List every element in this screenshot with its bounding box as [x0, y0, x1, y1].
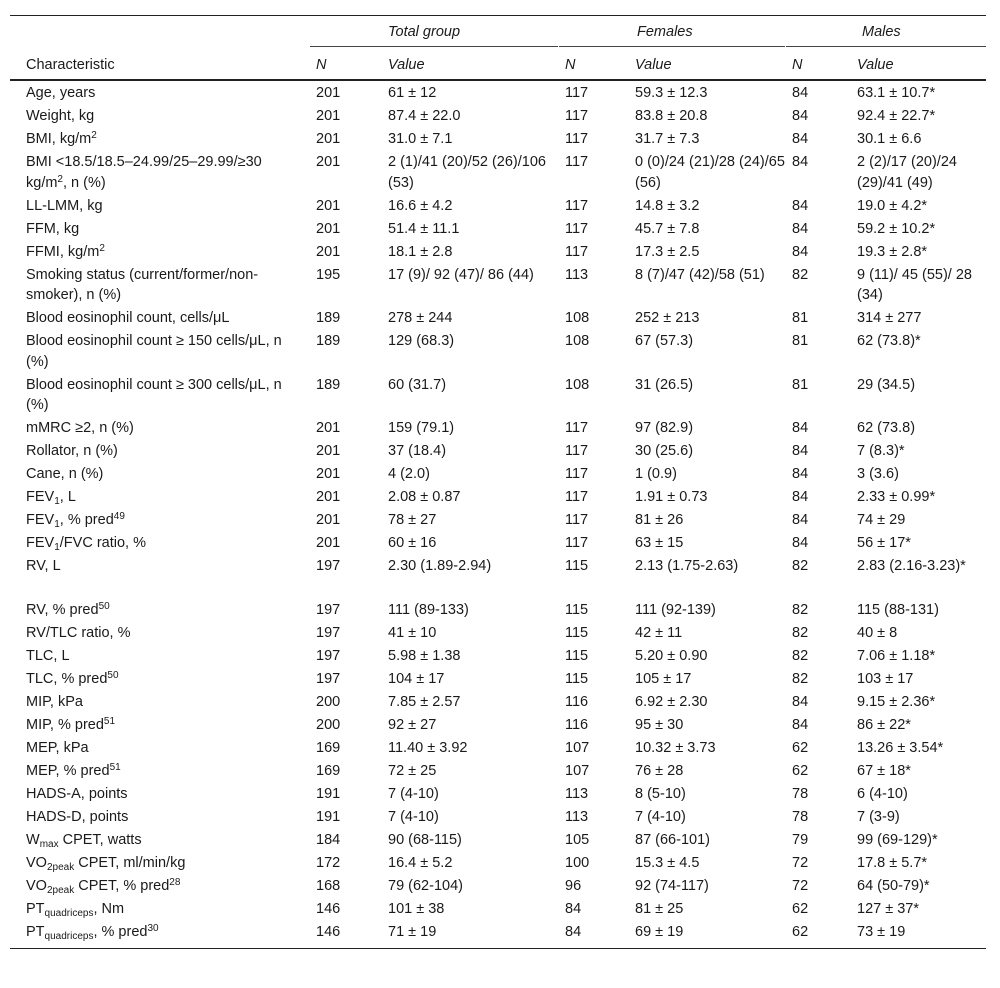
- row-label: HADS-D, points: [26, 808, 129, 825]
- cell-n-males: 62: [792, 900, 809, 917]
- cell-n-total: 189: [316, 376, 341, 393]
- cell-n-females: 108: [565, 310, 590, 326]
- cell-n-males: 82: [792, 670, 809, 687]
- cell-n-total: 197: [316, 558, 341, 574]
- cell-value-females: 97 (82.9): [635, 420, 694, 436]
- cell-value-males: 6 (4-10): [857, 785, 908, 802]
- cell-n-females: 116: [565, 716, 589, 733]
- row-label: HADS-A, points: [26, 785, 128, 802]
- cell-value-males: 62 (73.8): [857, 420, 916, 436]
- cell-value-females: 92 (74-117): [635, 877, 709, 894]
- cell-value-males: 7.06 ± 1.18*: [857, 647, 936, 664]
- row-label: RV, L: [26, 558, 61, 574]
- cell-n-total: 201: [316, 443, 341, 459]
- row-label: Blood eosinophil count ≥ 300 cells/μL, n (%): [26, 376, 282, 413]
- table-top-rule: [10, 15, 986, 16]
- cell-n-females: 117: [565, 466, 589, 482]
- cell-n-males: 72: [792, 877, 809, 894]
- row-label: Weight, kg: [26, 108, 95, 124]
- cell-n-females: 117: [565, 154, 589, 170]
- cell-value-males: 13.26 ± 3.54*: [857, 739, 944, 756]
- cell-value-total: 159 (79.1): [388, 420, 455, 436]
- cell-value-females: 8 (7)/47 (42)/58 (51): [635, 266, 765, 283]
- cell-n-males: 84: [792, 420, 809, 436]
- cell-n-females: 117: [565, 443, 589, 459]
- cell-value-females: 1.91 ± 0.73: [635, 489, 708, 505]
- row-label: $VO_{2peak}$ CPET, ml/min/kg: [26, 854, 186, 873]
- cell-n-total: 169: [316, 739, 341, 756]
- cell-n-total: 201: [316, 420, 341, 436]
- cell-value-total: 18.1 ± 2.8: [388, 243, 453, 260]
- header-value-females: Value: [635, 57, 672, 73]
- cell-value-males: 63.1 ± 10.7*: [857, 85, 936, 101]
- cell-value-females: 6.92 ± 2.30: [635, 693, 708, 710]
- cell-value-males: 62 (73.8)*: [857, 333, 921, 349]
- cell-value-males: 40 ± 8: [857, 624, 898, 641]
- cell-n-total: 146: [316, 900, 341, 917]
- cell-value-total: 4 (2.0): [388, 466, 430, 482]
- row-label: MEP, % pred$^{51}$: [26, 761, 121, 779]
- cell-n-males: 62: [792, 762, 809, 779]
- cell-n-females: 113: [565, 785, 589, 802]
- cell-value-total: 72 ± 25: [388, 762, 437, 779]
- cell-n-females: 117: [565, 243, 589, 260]
- cell-n-total: 197: [316, 601, 341, 618]
- cell-value-total: 61 ± 12: [388, 85, 437, 101]
- cell-value-total: 71 ± 19: [388, 923, 437, 940]
- cell-value-males: 19.0 ± 4.2*: [857, 197, 928, 214]
- cell-value-males: 17.8 ± 5.7*: [857, 854, 928, 871]
- cell-n-females: 113: [565, 808, 589, 825]
- cell-n-males: 82: [792, 647, 809, 664]
- cell-value-females: 83.8 ± 20.8: [635, 108, 708, 124]
- row-label: $FEV_1$, % pred$^{49}$: [26, 511, 125, 530]
- cell-n-females: 117: [565, 512, 589, 528]
- row-label: $VO_{2peak}$ CPET, % pred$^{28}$: [26, 876, 181, 896]
- cell-value-total: 16.4 ± 5.2: [388, 854, 453, 871]
- cell-n-males: 84: [792, 131, 809, 147]
- cell-n-males: 78: [792, 808, 809, 825]
- cell-n-total: 168: [316, 877, 341, 894]
- cell-n-females: 117: [565, 220, 589, 237]
- cell-value-males: 67 ± 18*: [857, 762, 911, 779]
- cell-value-males: 2 (2)/17 (20)/24 (29)/41 (49): [857, 154, 957, 191]
- cell-value-females: 45.7 ± 7.8: [635, 220, 700, 237]
- row-label: MIP, % pred$^{51}$: [26, 715, 116, 733]
- cell-value-total: 87.4 ± 22.0: [388, 108, 461, 124]
- cell-value-males: 7 (8.3)*: [857, 443, 905, 459]
- cell-value-females: 1 (0.9): [635, 466, 677, 482]
- cell-value-total: 92 ± 27: [388, 716, 437, 733]
- row-label: MIP, kPa: [26, 693, 83, 710]
- cell-n-total: 201: [316, 197, 341, 214]
- group-underline-males: [786, 46, 986, 47]
- cell-n-females: 116: [565, 693, 589, 710]
- cell-value-females: 252 ± 213: [635, 310, 700, 326]
- cell-n-males: 82: [792, 266, 809, 283]
- row-label: Cane, n (%): [26, 466, 104, 482]
- cell-value-females: 14.8 ± 3.2: [635, 197, 700, 214]
- cell-value-males: 7 (3-9): [857, 808, 900, 825]
- row-label: Blood eosinophil count ≥ 150 cells/μL, n (%): [26, 333, 282, 370]
- header-characteristic: Characteristic: [26, 57, 115, 73]
- cell-n-females: 107: [565, 762, 590, 779]
- cell-value-total: 41 ± 10: [388, 624, 437, 641]
- row-label: Rollator, n (%): [26, 443, 118, 459]
- cell-n-total: 201: [316, 466, 341, 482]
- cell-n-males: 72: [792, 854, 809, 871]
- cell-n-males: 81: [792, 333, 809, 349]
- cell-n-females: 115: [565, 558, 589, 574]
- cell-value-total: 101 ± 38: [388, 900, 445, 917]
- cell-value-total: 51.4 ± 11.1: [388, 220, 460, 237]
- cell-value-total: 90 (68-115): [388, 831, 462, 848]
- cell-value-males: 19.3 ± 2.8*: [857, 243, 928, 260]
- row-label: $PT_{quadriceps}$, % pred$^{30}$: [26, 922, 159, 942]
- cell-value-males: 86 ± 22*: [857, 716, 911, 733]
- cell-value-females: 76 ± 28: [635, 762, 684, 779]
- cell-n-total: 172: [316, 854, 341, 871]
- cell-n-males: 78: [792, 785, 809, 802]
- cell-value-females: 17.3 ± 2.5: [635, 243, 700, 260]
- header-group-total: Total group: [388, 24, 461, 40]
- cell-n-total: 169: [316, 762, 341, 779]
- cell-n-females: 117: [565, 535, 589, 551]
- cell-value-females: 81 ± 26: [635, 512, 684, 528]
- row-label: $FEV_1$/FVC ratio, %: [26, 535, 146, 553]
- row-label: mMRC ≥2, n (%): [26, 420, 134, 436]
- cell-value-total: 78 ± 27: [388, 512, 437, 528]
- group-underline-females: [559, 46, 785, 47]
- cell-value-total: 17 (9)/ 92 (47)/ 86 (44): [388, 266, 534, 283]
- cell-value-males: 9.15 ± 2.36*: [857, 693, 936, 710]
- cell-n-total: 200: [316, 716, 341, 733]
- cell-value-males: 2.33 ± 0.99*: [857, 489, 936, 505]
- row-label: LL-LMM, kg: [26, 197, 103, 214]
- cell-value-males: 9 (11)/ 45 (55)/ 28 (34): [857, 266, 972, 303]
- cell-value-males: 30.1 ± 6.6: [857, 131, 922, 147]
- cell-value-females: 59.3 ± 12.3: [635, 85, 708, 101]
- cell-n-total: 201: [316, 85, 341, 101]
- row-label: BMI <18.5/18.5–24.99/25–29.99/≥30 $kg/m^2$, n (%): [26, 154, 262, 191]
- cell-value-females: 15.3 ± 4.5: [635, 854, 700, 871]
- cell-n-females: 115: [565, 647, 589, 664]
- cell-value-total: 2 (1)/41 (20)/52 (26)/106 (53): [388, 154, 546, 191]
- header-bottom-rule: [10, 79, 986, 81]
- cell-value-males: 74 ± 29: [857, 512, 906, 528]
- cell-value-total: 16.6 ± 4.2: [388, 197, 453, 214]
- cell-n-females: 105: [565, 831, 590, 848]
- cell-n-total: 189: [316, 310, 341, 326]
- cell-n-males: 82: [792, 601, 809, 618]
- cell-n-total: 200: [316, 693, 341, 710]
- cell-n-males: 84: [792, 716, 809, 733]
- header-n-females: N: [565, 57, 576, 73]
- cell-n-females: 115: [565, 601, 589, 618]
- cell-n-total: 201: [316, 535, 341, 551]
- cell-value-males: 103 ± 17: [857, 670, 914, 687]
- cell-value-males: 115 (88-131): [857, 601, 939, 618]
- cell-n-males: 84: [792, 197, 809, 214]
- cell-value-total: 79 (62-104): [388, 877, 463, 894]
- cell-value-females: 31 (26.5): [635, 376, 694, 393]
- header-n-total: N: [316, 57, 327, 73]
- cell-n-females: 117: [565, 131, 589, 147]
- cell-value-females: 42 ± 11: [635, 624, 683, 641]
- cell-n-females: 115: [565, 670, 589, 687]
- cell-value-females: 111 (92-139): [635, 601, 716, 618]
- cell-n-males: 84: [792, 443, 809, 459]
- row-label: RV/TLC ratio, %: [26, 624, 131, 641]
- cell-value-total: 7 (4-10): [388, 785, 439, 802]
- cell-n-males: 82: [792, 558, 809, 574]
- cell-n-total: 191: [316, 785, 341, 802]
- cell-value-females: 105 ± 17: [635, 670, 692, 687]
- row-label: $PT_{quadriceps}$, Nm: [26, 900, 125, 919]
- cell-n-total: 201: [316, 154, 341, 170]
- cell-n-males: 62: [792, 739, 809, 756]
- header-group-males: Males: [862, 24, 901, 40]
- cell-value-total: 11.40 ± 3.92: [388, 739, 468, 756]
- cell-value-males: 3 (3.6): [857, 466, 899, 482]
- row-label: Age, years: [26, 85, 96, 101]
- cell-n-females: 117: [565, 108, 589, 124]
- row-label: FFMI, $kg/m^2$: [26, 242, 105, 260]
- cell-n-total: 201: [316, 220, 341, 237]
- cell-n-total: 189: [316, 333, 341, 349]
- cell-value-females: 5.20 ± 0.90: [635, 647, 708, 664]
- cell-value-males: 2.83 (2.16-3.23)*: [857, 558, 966, 574]
- cell-value-males: 64 (50-79)*: [857, 877, 930, 894]
- cell-n-females: 84: [565, 900, 582, 917]
- cell-n-females: 117: [565, 420, 589, 436]
- cell-n-total: 191: [316, 808, 341, 825]
- cell-value-males: 59.2 ± 10.2*: [857, 220, 936, 237]
- cell-value-total: 111 (89-133): [388, 601, 469, 618]
- cell-n-females: 115: [565, 624, 589, 641]
- cell-value-males: 29 (34.5): [857, 376, 916, 393]
- cell-n-total: 201: [316, 512, 341, 528]
- cell-n-total: 197: [316, 647, 341, 664]
- cell-value-females: 30 (25.6): [635, 443, 694, 459]
- cell-value-females: 2.13 (1.75-2.63): [635, 558, 739, 574]
- row-label: RV, % pred$^{50}$: [26, 600, 110, 618]
- header-value-total: Value: [388, 57, 425, 73]
- header-value-males: Value: [857, 57, 894, 73]
- cell-n-males: 84: [792, 243, 809, 260]
- cell-value-males: 56 ± 17*: [857, 535, 911, 551]
- cell-n-males: 84: [792, 108, 809, 124]
- cell-value-females: 31.7 ± 7.3: [635, 131, 700, 147]
- cell-value-females: 81 ± 25: [635, 900, 684, 917]
- cell-value-females: 10.32 ± 3.73: [635, 739, 716, 756]
- cell-value-females: 7 (4-10): [635, 808, 686, 825]
- cell-value-total: 60 (31.7): [388, 376, 447, 393]
- row-label: FFM, kg: [26, 220, 80, 237]
- cell-value-total: 37 (18.4): [388, 443, 447, 459]
- cell-value-females: 95 ± 30: [635, 716, 684, 733]
- cell-n-total: 184: [316, 831, 341, 848]
- group-underline-total: [310, 46, 558, 47]
- cell-n-males: 84: [792, 466, 809, 482]
- row-label: MEP, kPa: [26, 739, 89, 756]
- cell-value-males: 92.4 ± 22.7*: [857, 108, 936, 124]
- cell-n-total: 201: [316, 108, 341, 124]
- cell-n-males: 84: [792, 154, 809, 170]
- row-label: $W_{max}$ CPET, watts: [26, 831, 142, 850]
- cell-n-females: 108: [565, 376, 590, 393]
- cell-n-total: 197: [316, 624, 341, 641]
- cell-value-females: 69 ± 19: [635, 923, 684, 940]
- cell-value-females: 8 (5-10): [635, 785, 686, 802]
- cell-value-total: 278 ± 244: [388, 310, 453, 326]
- cell-n-females: 108: [565, 333, 590, 349]
- cell-n-males: 84: [792, 693, 809, 710]
- cell-n-males: 81: [792, 310, 809, 326]
- cell-value-females: 87 (66-101): [635, 831, 710, 848]
- header-n-males: N: [792, 57, 803, 73]
- cell-value-total: 7.85 ± 2.57: [388, 693, 461, 710]
- cell-n-total: 201: [316, 243, 341, 260]
- cell-value-total: 60 ± 16: [388, 535, 437, 551]
- cell-n-females: 117: [565, 85, 589, 101]
- cell-n-females: 96: [565, 877, 582, 894]
- cell-n-males: 84: [792, 489, 809, 505]
- cell-n-males: 84: [792, 535, 809, 551]
- cell-n-total: 201: [316, 489, 341, 505]
- cell-n-total: 195: [316, 266, 341, 283]
- cell-value-total: 129 (68.3): [388, 333, 455, 349]
- cell-n-males: 62: [792, 923, 809, 940]
- row-label: Smoking status (current/former/non-smoker), n (%): [26, 266, 259, 303]
- cell-value-females: 67 (57.3): [635, 333, 694, 349]
- cell-n-males: 84: [792, 85, 809, 101]
- cell-value-total: 104 ± 17: [388, 670, 445, 687]
- cell-value-total: 5.98 ± 1.38: [388, 647, 461, 664]
- table-bottom-rule: [10, 948, 986, 949]
- cell-n-males: 82: [792, 624, 809, 641]
- row-label: $FEV_1$, L: [26, 489, 76, 507]
- header-group-females: Females: [637, 24, 693, 40]
- cell-value-males: 99 (69-129)*: [857, 831, 938, 848]
- cell-value-males: 314 ± 277: [857, 310, 922, 326]
- cell-n-males: 81: [792, 376, 809, 393]
- cell-n-males: 84: [792, 512, 809, 528]
- cell-n-total: 197: [316, 670, 341, 687]
- cell-value-total: 31.0 ± 7.1: [388, 131, 453, 147]
- cell-n-females: 107: [565, 739, 590, 756]
- cell-n-males: 84: [792, 220, 809, 237]
- row-label: BMI, $kg/m^2$: [26, 130, 97, 147]
- cell-value-females: 0 (0)/24 (21)/28 (24)/65 (56): [635, 154, 785, 191]
- cell-n-total: 146: [316, 923, 341, 940]
- cell-value-total: 2.08 ± 0.87: [388, 489, 461, 505]
- cell-value-females: 63 ± 15: [635, 535, 684, 551]
- cell-n-females: 100: [565, 854, 590, 871]
- cell-n-males: 79: [792, 831, 809, 848]
- cell-value-total: 2.30 (1.89-2.94): [388, 558, 492, 574]
- cell-n-females: 84: [565, 923, 582, 940]
- row-label: TLC, L: [26, 647, 70, 664]
- cell-n-females: 117: [565, 489, 589, 505]
- cell-value-total: 7 (4-10): [388, 808, 439, 825]
- row-label: TLC, % pred$^{50}$: [26, 669, 119, 687]
- cell-n-total: 201: [316, 131, 341, 147]
- cell-n-females: 113: [565, 266, 589, 283]
- cell-n-females: 117: [565, 197, 589, 214]
- cell-value-males: 127 ± 37*: [857, 900, 919, 917]
- row-label: Blood eosinophil count, cells/μL: [26, 310, 230, 326]
- cell-value-males: 73 ± 19: [857, 923, 906, 940]
